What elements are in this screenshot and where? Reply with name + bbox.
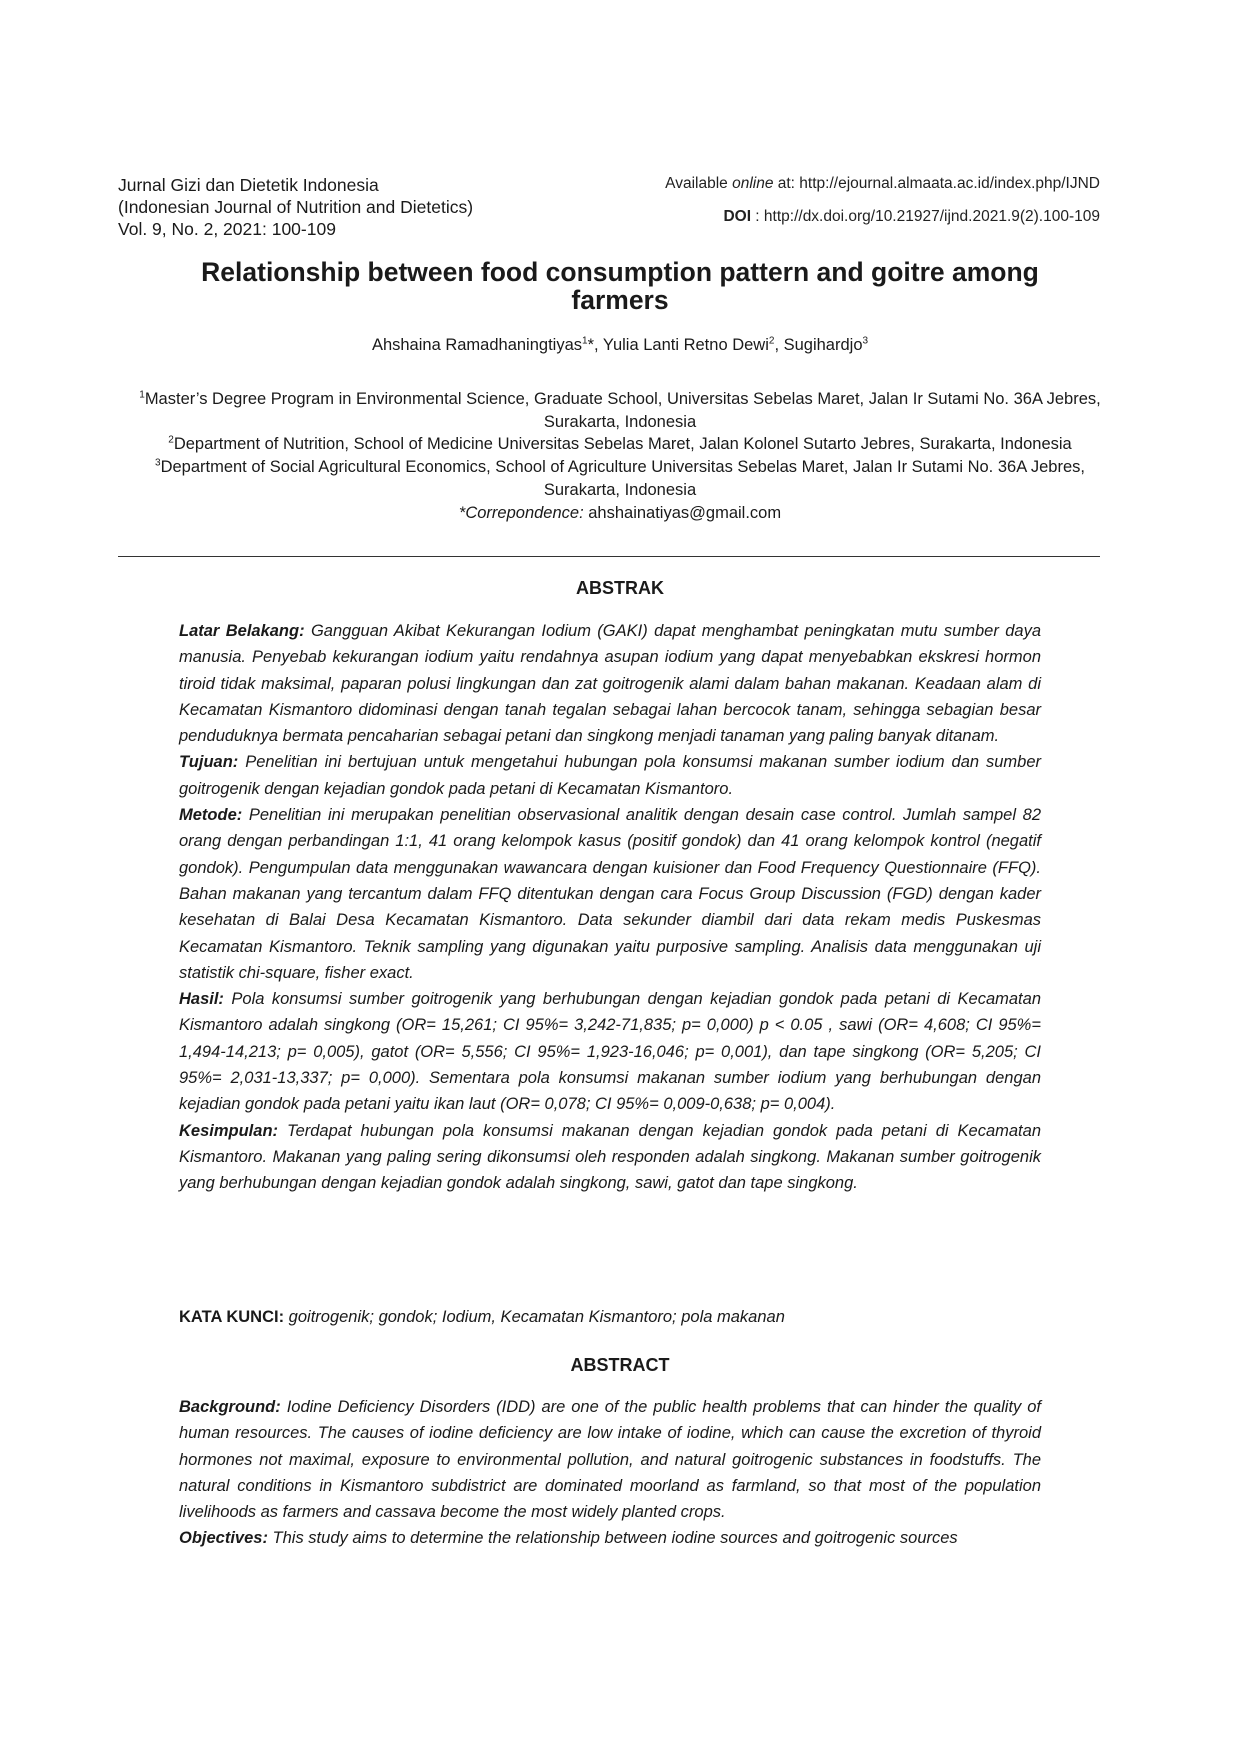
paragraph-label: Latar Belakang: bbox=[179, 622, 305, 640]
doi-label: DOI bbox=[723, 208, 751, 225]
abstrak-body bbox=[179, 618, 1041, 1197]
paragraph-text: Iodine Deficiency Disorders (IDD) are one of the public health problems that can hinder the quality of human resources. The causes of iodine deficiency are low intake of iodine, which can cause the excretion of thyroid hormones not maximal, exposure to environmental pollution, and natural goitrogenic substances in foodstuffs. The natural conditions in Kismantoro subdistrict are dominated moorland as farmland, so that most of the population livelihoods as farmers and cassava become the most widely planted crops. bbox=[179, 1398, 1041, 1522]
author-affiliation-mark: 3 bbox=[862, 335, 869, 347]
paragraph-label: Objectives: bbox=[179, 1529, 268, 1548]
author-separator: , bbox=[774, 336, 784, 354]
paper-title: Relationship between food consumption pattern and goitre among farmers bbox=[201, 257, 1039, 315]
abstract-paragraph bbox=[179, 1394, 1041, 1525]
affiliation-mark: 2 bbox=[168, 434, 174, 446]
affiliation bbox=[120, 456, 1120, 501]
paragraph-label: Background: bbox=[179, 1398, 281, 1416]
keywords-label: KATA KUNCI: bbox=[179, 1308, 285, 1326]
abstract-heading: ABSTRACT bbox=[570, 1355, 670, 1375]
paragraph-text: This study aims to determine the relationship between iodine sources and goitrogenic sources bbox=[267, 1529, 958, 1548]
paragraph-text: Penelitian ini bertujuan untuk mengetahui hubungan pola konsumsi makanan sumber iodium dan sumber goitrogenik dengan kejadian gondok pada petani di Kecamatan Kismantoro. bbox=[179, 753, 1041, 798]
journal-header bbox=[118, 174, 473, 240]
paragraph-label: Metode: bbox=[179, 806, 243, 825]
correspondence-email[interactable]: ahshainatiyas@gmail.com bbox=[583, 503, 782, 522]
abstract-body bbox=[179, 1394, 1041, 1552]
paragraph-label: Hasil: bbox=[179, 990, 224, 1009]
journal-subtitle: (Indonesian Journal of Nutrition and Dietetics) bbox=[118, 197, 474, 217]
affiliation-mark: 1 bbox=[139, 389, 145, 401]
journal-volume: Vol. 9, No. 2, 2021: 100-109 bbox=[118, 219, 336, 239]
abstract-paragraph bbox=[179, 1525, 1041, 1551]
paragraph-label: Tujuan: bbox=[179, 753, 239, 772]
available-prefix: Available bbox=[665, 175, 733, 192]
doi-line bbox=[665, 206, 1100, 228]
affiliations bbox=[120, 388, 1120, 524]
available-online: online bbox=[732, 175, 774, 192]
doi-link[interactable]: : http://dx.doi.org/10.21927/ijnd.2021.9(2).100-109 bbox=[751, 208, 1100, 225]
paragraph-label: Kesimpulan: bbox=[179, 1121, 279, 1140]
keywords bbox=[179, 1304, 1041, 1330]
abstrak-paragraph bbox=[179, 802, 1041, 986]
journal-links bbox=[665, 173, 1100, 228]
author-name: Yulia Lanti Retno Dewi bbox=[602, 336, 769, 354]
header-divider bbox=[118, 556, 1100, 557]
abstrak-heading: ABSTRAK bbox=[576, 578, 664, 598]
author-separator: *, bbox=[587, 336, 603, 354]
journal-url[interactable]: at: http://ejournal.almaata.ac.id/index.php/IJND bbox=[773, 175, 1100, 192]
paragraph-text: Pola konsumsi sumber goitrogenik yang berhubungan dengan kejadian gondok pada petani di Kecamatan Kismantoro adalah singkong (OR= 15,261; CI 95%= 3,242-71,835; p= 0,000) p < 0.05 , sawi (OR= 4,608; CI 95%= 1,494-14,213; p= 0,005), gatot (OR= 5,556; CI 95%= 1,923-16,046; p= 0,001), dan tape singkong (OR= 5,205; CI 95%= 2,031-13,337; p= 0,000). Sementara pola konsumsi makanan sumber iodium yang berhubungan dengan kejadian gondok pada petani yaitu ikan laut (OR= 0,078; CI 95%= 0,009-0,638; p= 0,004). bbox=[179, 990, 1041, 1114]
abstrak-paragraph bbox=[179, 986, 1041, 1117]
affiliation-text: Department of Social Agricultural Economics, School of Agriculture Universitas Sebelas Maret, Jalan Ir Sutami No. 36A Jebres, Surakarta, Indonesia bbox=[160, 458, 1085, 499]
affiliation bbox=[120, 433, 1120, 456]
author-affiliation-mark: 2 bbox=[768, 335, 775, 347]
keywords-text: goitrogenik; gondok; Iodium, Kecamatan Kismantoro; pola makanan bbox=[284, 1308, 785, 1326]
abstrak-paragraph bbox=[179, 749, 1041, 802]
abstrak-paragraph bbox=[179, 1118, 1041, 1197]
affiliation-text: Department of Nutrition, School of Medicine Universitas Sebelas Maret, Jalan Kolonel Sutarto Jebres, Surakarta, Indonesia bbox=[173, 435, 1072, 454]
correspondence-label: *Correpondence: bbox=[458, 503, 584, 522]
affiliation bbox=[120, 388, 1120, 433]
author-affiliation-mark: 1 bbox=[582, 335, 588, 347]
affiliation-text: Master’s Degree Program in Environmental Science, Graduate School, Universitas Sebelas Maret, Jalan Ir Sutami No. 36A Jebres, Surakarta, Indonesia bbox=[144, 390, 1101, 431]
paragraph-text: Terdapat hubungan pola konsumsi makanan dengan kejadian gondok pada petani di Kecamatan Kismantoro. Makanan yang paling sering dikonsumsi oleh responden adalah singkong. Makanan sumber goitrogenik yang berhubungan dengan kejadian gondok adalah singkong, sawi, gatot dan tape singkong. bbox=[179, 1121, 1041, 1193]
journal-name: Jurnal Gizi dan Dietetik Indonesia bbox=[118, 175, 379, 195]
availability-line bbox=[665, 173, 1100, 195]
abstrak-paragraph bbox=[179, 618, 1041, 749]
author-name: Ahshaina Ramadhaningtiyas bbox=[371, 336, 582, 354]
affiliation-mark: 3 bbox=[155, 457, 161, 469]
correspondence bbox=[120, 502, 1120, 525]
author-name: Sugihardjo bbox=[783, 336, 863, 354]
paragraph-text: Penelitian ini merupakan penelitian observasional analitik dengan desain case control. Jumlah sampel 82 orang dengan perbandingan 1:1, 41 orang kelompok kasus (positif gondok) dan 41 orang kelompok kontrol (negatif gondok). Pengumpulan data menggunakan wawancara dengan kuisioner dan Food Frequency Questionnaire (FFQ). Bahan makanan yang tercantum dalam FFQ ditentukan dengan cara Focus Group Discussion (FGD) dengan kader kesehatan di Balai Desa Kecamatan Kismantoro. Data sekunder diambil dari data rekam medis Puskesmas Kecamatan Kismantoro. Teknik sampling yang digunakan yaitu purposive sampling. Analisis data menggunakan uji statistik chi-square, fisher exact. bbox=[179, 806, 1041, 982]
paragraph-text: Gangguan Akibat Kekurangan Iodium (GAKI) dapat menghambat peningkatan mutu sumber daya manusia. Penyebab kekurangan iodium yaitu rendahnya asupan iodium yang dapat menyebabkan ekskresi hormon tiroid tidak maksimal, paparan polusi lingkungan dan zat goitrogenik alami dalam bahan makanan. Keadaan alam di Kecamatan Kismantoro didominasi dengan tanah tegalan sebagai lahan bercocok tanam, sehingga sebagian besar penduduknya bermata pencaharian sebagai petani dan singkong menjadi tanaman yang paling banyak ditanam. bbox=[179, 622, 1041, 746]
author-list bbox=[120, 336, 1120, 355]
